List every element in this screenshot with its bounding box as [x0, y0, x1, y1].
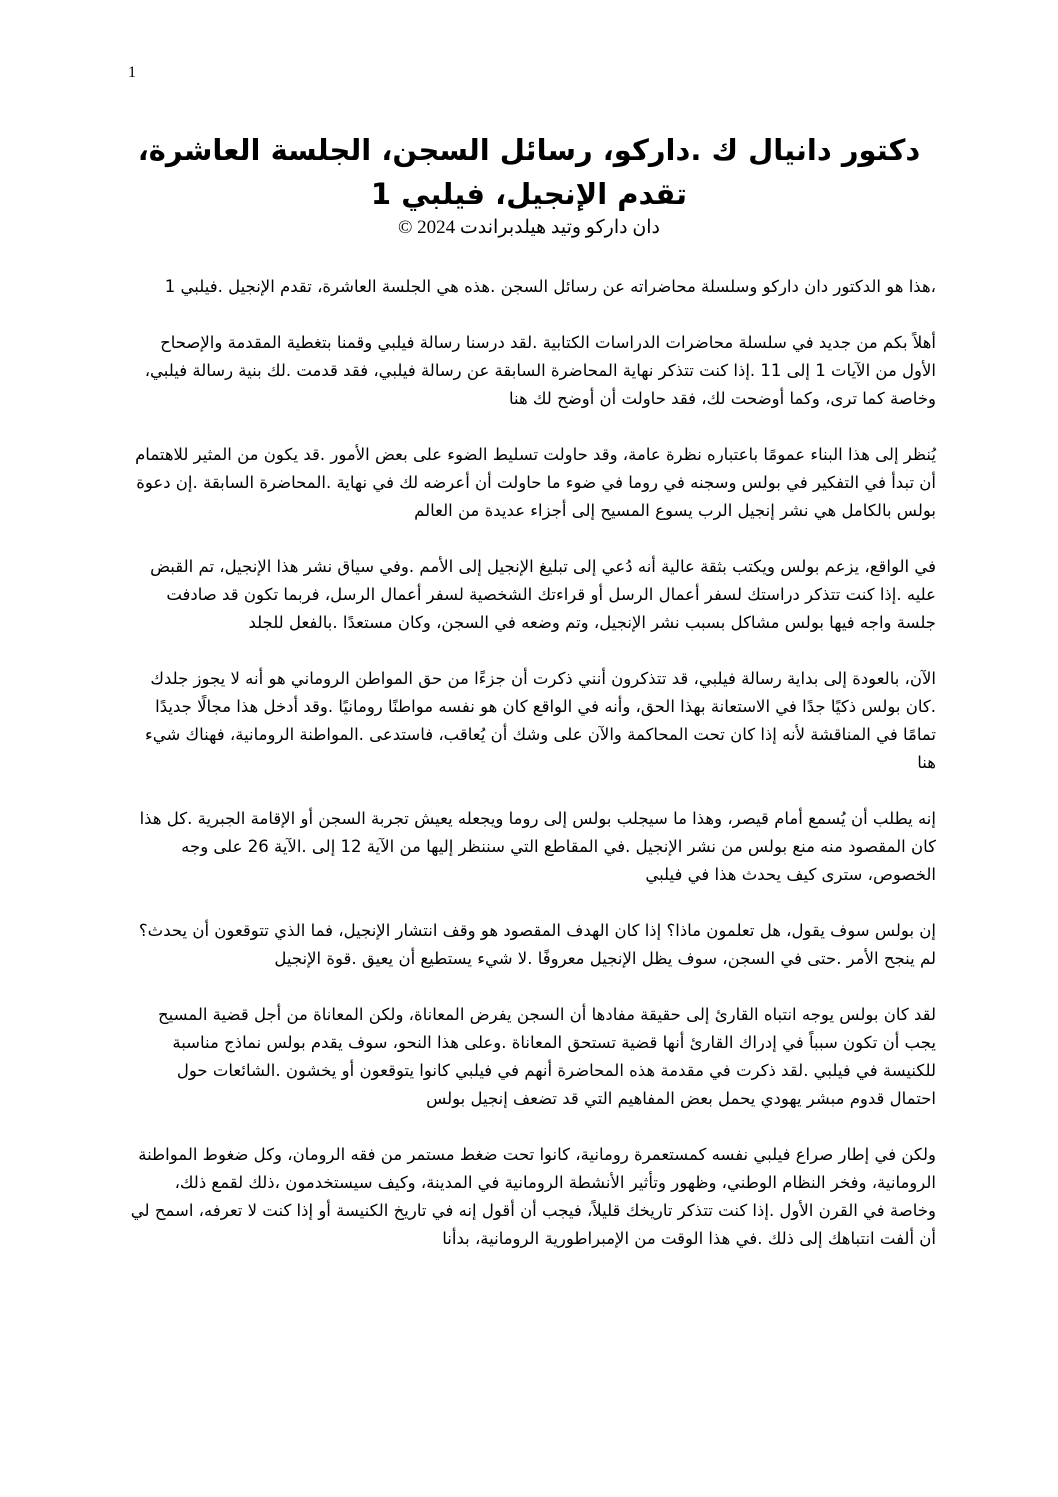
paragraph: يُنظر إلى هذا البناء عمومًا باعتباره نظرة عامة، وقد حاولت تسليط الضوء على بعض الأمور .قد يكون من المثير للاهتمام أن تبدأ في التفكير في بولس وسجنه في روما في ضوء ما حاولت أن أعرضه لك في نهاية .المحاضرة السابقة .إن دعوة بولس بالكامل هي نشر إنجيل الرب يسوع المسيح إلى أجزاء عديدة من العالم [135, 445, 936, 520]
paragraph: ،هذا هو الدكتور دان داركو وسلسلة محاضراته عن رسائل السجن .هذه هي الجلسة العاشرة، تقدم الإنجيل .فيلبي 1 [164, 277, 936, 296]
document-body [128, 273, 936, 1281]
paragraph: ولكن في إطار صراع فيلبي نفسه كمستعمرة رومانية، كانوا تحت ضغط مستمر من فقه الرومان، وكل ضغوط المواطنة الرومانية، وفخر النظام الوطني، وظهور وتأثير الأنشطة الرومانية في المدينة، وكيف سيستخدمون ،ذلك لقمع ذلك، وخاصة في القرن الأول .إذا كنت تتذكر تاريخك قليلاً، فيجب أن أقول إنه في تاريخ الكنيسة أو إذا كنت لا تعرفه، اسمح لي أن ألفت انتباهك إلى ذلك .في هذا الوقت من الإمبراطورية الرومانية، بدأنا [130, 1145, 936, 1248]
document-header [120, 128, 938, 240]
document-title: دكتور دانيال ك .داركو، رسائل السجن، الجلسة العاشرة، تقدم الإنجيل، فيلبي 1 [137, 133, 921, 211]
paragraph: إن بولس سوف يقول، هل تعلمون ماذا؟ إذا كان الهدف المقصود هو وقف انتشار الإنجيل، فما الذي تتوقعون أن يحدث؟ لم ينجح الأمر .حتى في السجن، سوف يظل الإنجيل معروفًا .لا شيء يستطيع أن يعيق .قوة الإنجيل [138, 921, 936, 968]
paragraph: أهلاً بكم من جديد في سلسلة محاضرات الدراسات الكتابية .لقد درسنا رسالة فيلبي وقمنا بتغطية المقدمة والإصحاح الأول من الآيات 1 إلى 11 .إذا كنت تتذكر نهاية المحاضرة السابقة عن رسالة فيلبي، فقد قدمت .لك بنية رسالة فيلبي، وخاصة كما ترى، وكما أوضحت لك، فقد حاولت أن أوضح لك هنا [144, 333, 936, 408]
paragraph: إنه يطلب أن يُسمع أمام قيصر، وهذا ما سيجلب بولس إلى روما ويجعله يعيش تجربة السجن أو الإقامة الجبرية .كل هذا كان المقصود منه منع بولس من نشر الإنجيل .في المقاطع التي سننظر إليها من الآية 12 إلى .الآية 26 على وجه الخصوص، سترى كيف يحدث هذا في فيلبي [139, 809, 936, 884]
copyright-line: دان داركو وتيد هيلدبراندت 2024 © [397, 217, 661, 238]
paragraph: الآن، بالعودة إلى بداية رسالة فيلبي، قد تتذكرون أنني ذكرت أن جزءًا من حق المواطن الروماني هو أنه لا يجوز جلدك .كان بولس ذكيًا جدًا في الاستعانة بهذا الحق، وأنه في الواقع كان هو نفسه مواطنًا رومانيًا .وقد أدخل هذا مجالًا جديدًا تمامًا في المناقشة لأنه إذا كان تحت المحاكمة والآن على وشك أن يُعاقب، فاستدعى .المواطنة الرومانية، فهناك شيء هنا [144, 669, 936, 772]
page-number: 1 [128, 64, 136, 81]
paragraph: في الواقع، يزعم بولس ويكتب بثقة عالية أنه دُعي إلى تبليغ الإنجيل إلى الأمم .وفي سياق نشر هذا الإنجيل، تم القبض عليه .إذا كنت تتذكر دراستك لسفر أعمال الرسل أو قراءتك الشخصية لسفر أعمال الرسل، فربما تكون قد صادفت جلسة واجه فيها بولس مشاكل بسبب نشر الإنجيل، وتم وضعه في السجن، وكان مستعدًا .بالفعل للجلد [150, 557, 936, 632]
paragraph: لقد كان بولس يوجه انتباه القارئ إلى حقيقة مفادها أن السجن يفرض المعاناة، ولكن المعاناة من أجل قضية المسيح يجب أن تكون سبباً في إدراك القارئ أنها قضية تستحق المعاناة .وعلى هذا النحو، سوف يقدم بولس نماذج مناسبة للكنيسة في فيلبي .لقد ذكرت في مقدمة هذه المحاضرة أنهم في فيلبي كانوا يتوقعون أو يخشون .الشائعات حول احتمال قدوم مبشر يهودي يحمل بعض المفاهيم التي قد تضعف إنجيل بولس [157, 1005, 936, 1108]
